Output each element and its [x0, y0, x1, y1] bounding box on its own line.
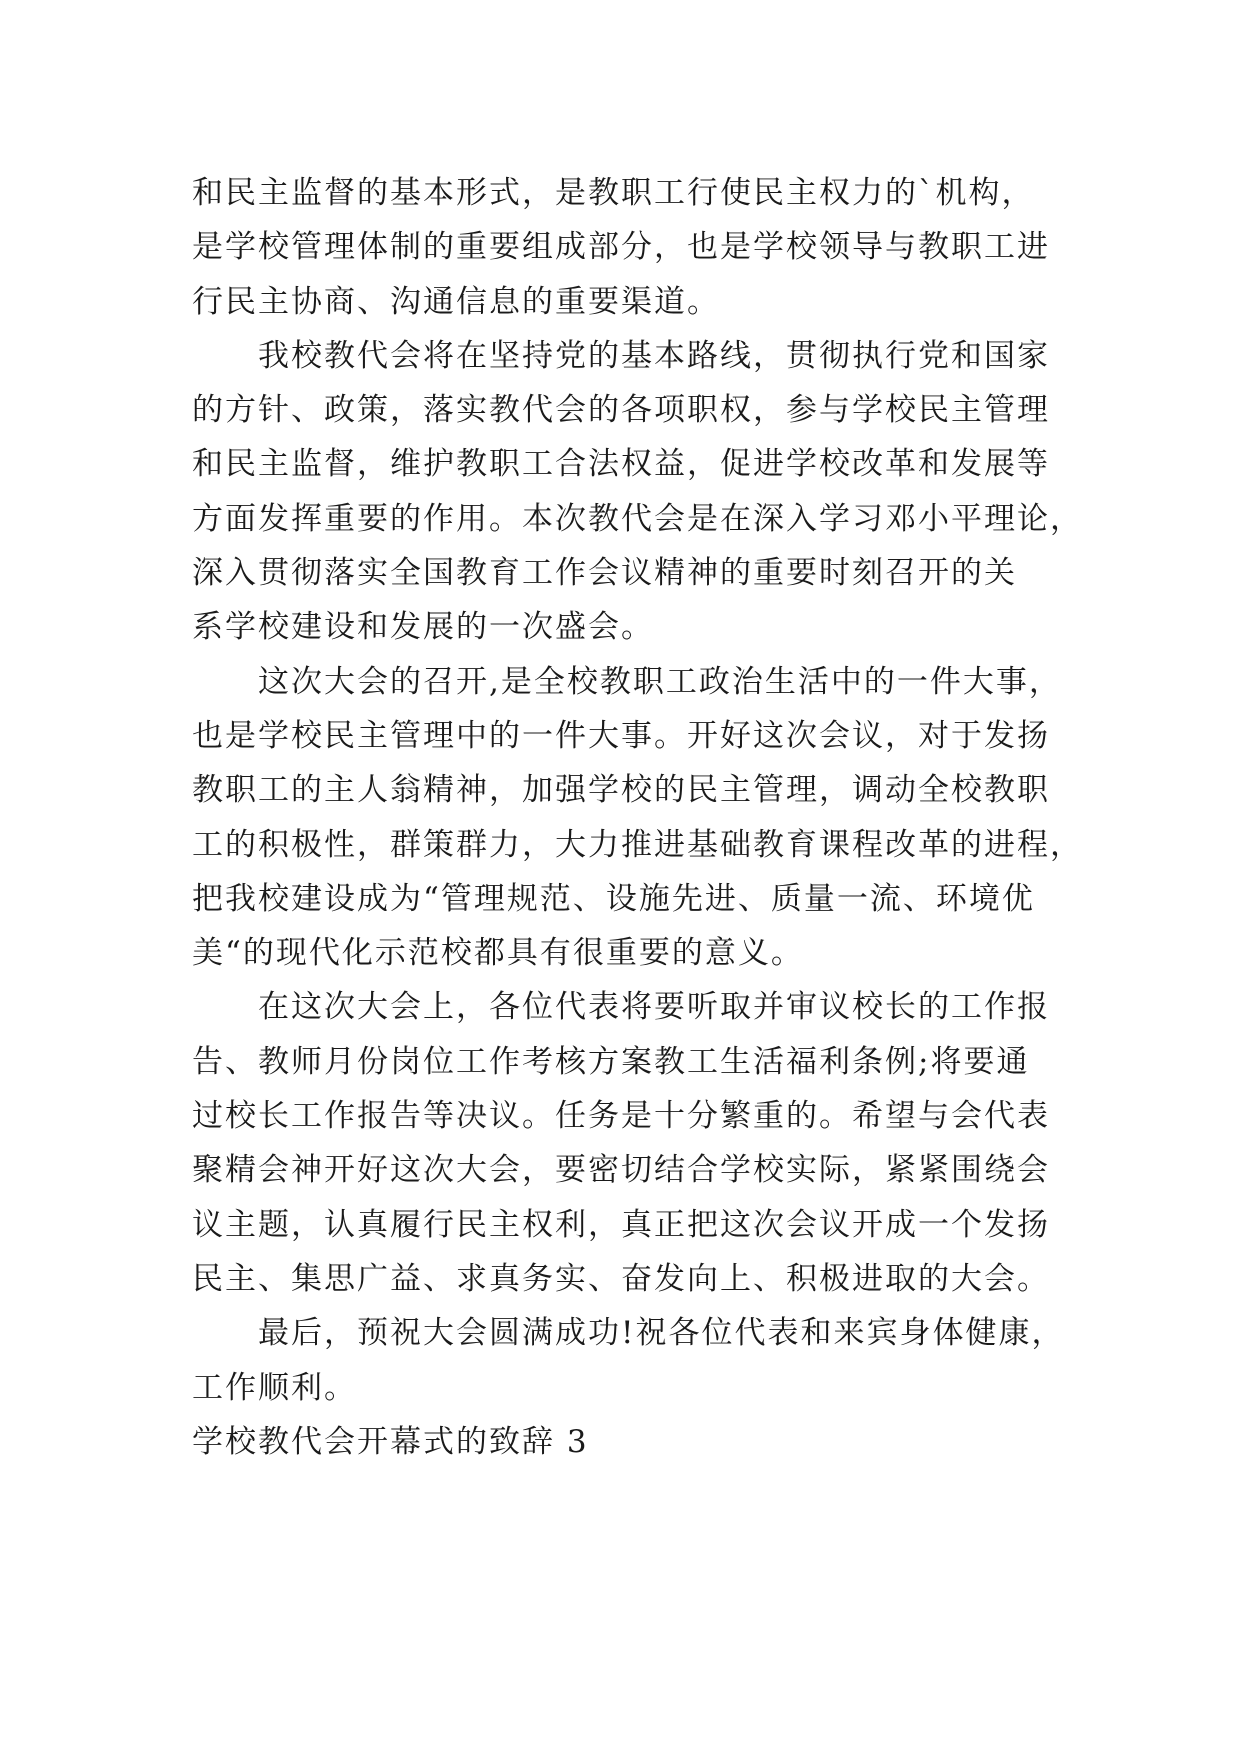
text-line: 过校长工作报告等决议。任务是十分繁重的。希望与会代表	[192, 1098, 1050, 1135]
text-line: 教职工的主人翁精神，加强学校的民主管理，调动全校教职	[192, 772, 1050, 809]
text-line: 议主题，认真履行民主权利，真正把这次会议开成一个发扬	[192, 1206, 1050, 1243]
text-line: 工的积极性，群策群力，大力推进基础教育课程改革的进程，	[192, 826, 1083, 863]
text-line: 最后，预祝大会圆满成功!祝各位代表和来宾身体健康，	[258, 1315, 1065, 1352]
text-line: 我校教代会将在坚持党的基本路线，贯彻执行党和国家	[258, 337, 1050, 374]
text-line: 把我校建设成为“管理规范、设施先进、质量一流、环境优	[192, 880, 1035, 917]
paragraph-4	[192, 980, 1052, 1306]
text-line: 是学校管理体制的重要组成部分，也是学校领导与教职工进	[192, 229, 1050, 266]
paragraph-2	[192, 329, 1083, 655]
text-line: 行民主协商、沟通信息的重要渠道。	[192, 283, 720, 320]
text-line: 这次大会的召开,是全校教职工政治生活中的一件大事，	[258, 663, 1062, 700]
paragraph-1	[192, 166, 1052, 329]
text-line: 的方针、政策，落实教代会的各项职权，参与学校民主管理	[192, 392, 1050, 429]
text-line: 深入贯彻落实全国教育工作会议精神的重要时刻召开的关	[192, 555, 1017, 592]
text-line: 在这次大会上，各位代表将要听取并审议校长的工作报	[258, 989, 1050, 1026]
paragraph-5	[192, 1306, 1065, 1415]
text-line: 和民主监督，维护教职工合法权益，促进学校改革和发展等	[192, 446, 1050, 483]
paragraph-3	[192, 655, 1083, 981]
text-line: 美“的现代化示范校都具有很重要的意义。	[192, 935, 804, 972]
document-body	[192, 166, 1083, 1469]
text-line: 也是学校民主管理中的一件大事。开好这次会议，对于发扬	[192, 717, 1050, 754]
text-line: 和民主监督的基本形式，是教职工行使民主权力的`机构，	[192, 175, 1035, 211]
text-line: 告、教师月份岗位工作考核方案教工生活福利条例;将要通	[192, 1043, 1030, 1080]
section-heading: 学校教代会开幕式的致辞 3	[192, 1423, 589, 1460]
text-line: 工作顺利。	[192, 1369, 357, 1406]
text-line: 系学校建设和发展的一次盛会。	[192, 609, 654, 646]
text-line: 聚精会神开好这次大会，要密切结合学校实际，紧紧围绕会	[192, 1152, 1050, 1189]
text-line: 方面发挥重要的作用。本次教代会是在深入学习邓小平理论，	[192, 500, 1083, 537]
text-line: 民主、集思广益、求真务实、奋发向上、积极进取的大会。	[192, 1260, 1050, 1297]
